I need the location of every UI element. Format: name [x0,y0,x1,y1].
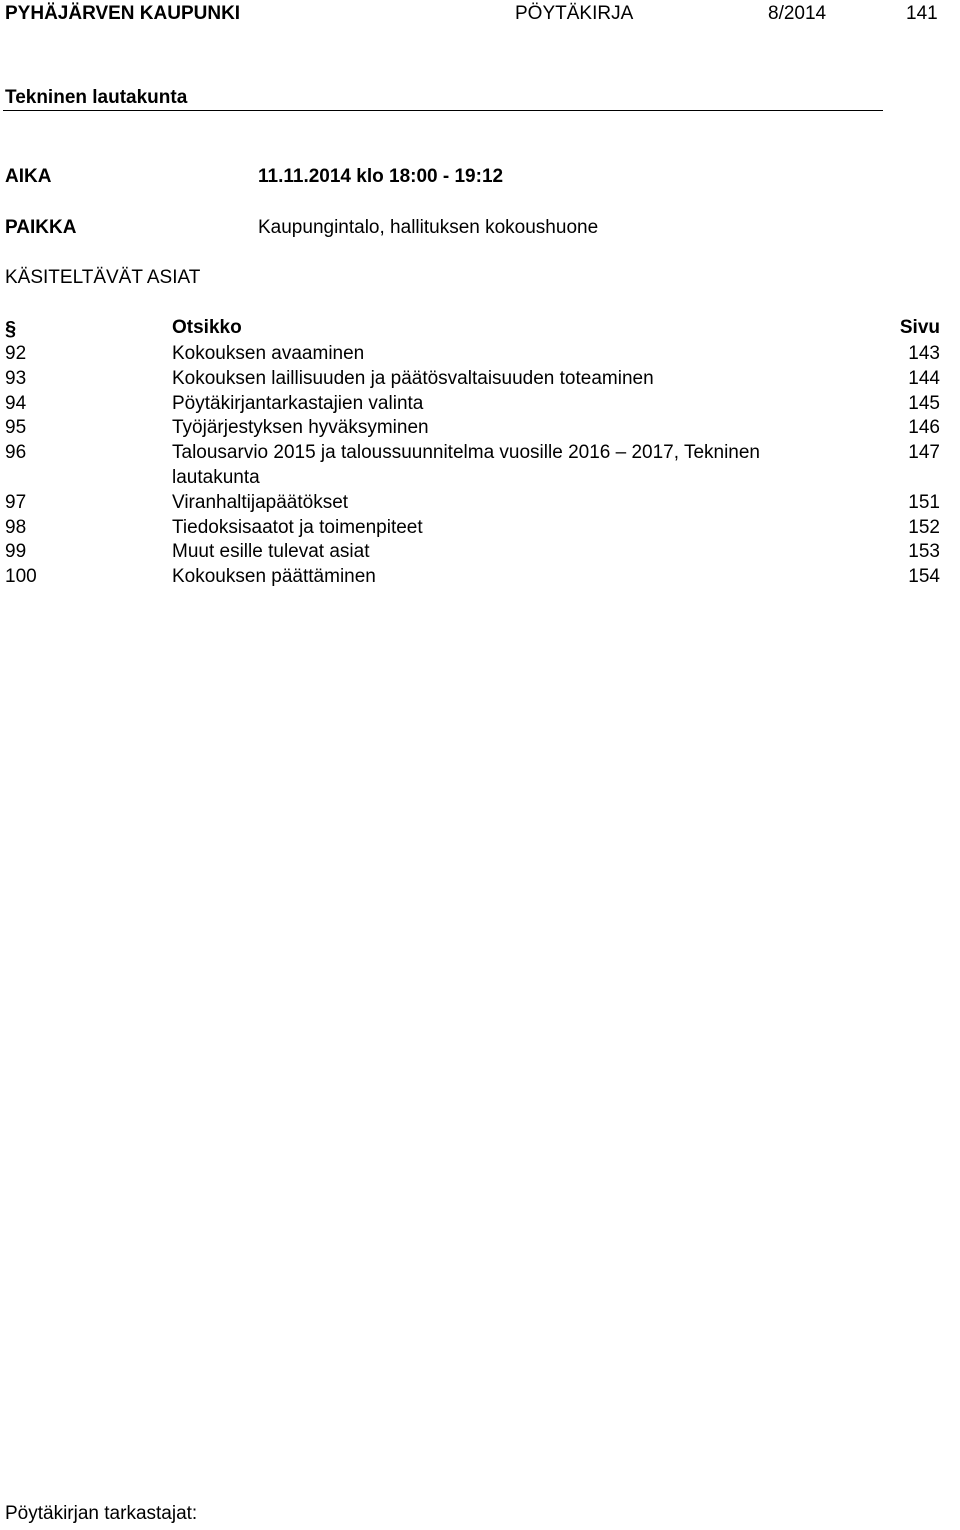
agenda-item-page: 154 [908,566,940,588]
agenda-item-number: 95 [5,417,27,439]
agenda-item-number: 100 [5,566,37,588]
agenda-item-page: 147 [908,442,940,464]
agenda-row [0,441,960,491]
agenda-item-title: Tiedoksisaatot ja toimenpiteet [172,516,423,538]
time-label: AIKA [5,166,52,187]
agenda-table [0,342,960,590]
title-column-header: Otsikko [172,317,242,338]
agenda-item-title: Kokouksen laillisuuden ja päätösvaltaisuuden toteaminen [172,367,654,389]
agenda-item-number: 98 [5,516,27,538]
reviewers-label: Pöytäkirjan tarkastajat: [5,1503,198,1524]
agenda-item-number: 99 [5,541,27,563]
agenda-item-title: Muut esille tulevat asiat [172,541,370,563]
place-label: PAIKKA [5,217,77,238]
agenda-item-title: Kokouksen päättäminen [172,566,376,588]
agenda-item-title: Viranhaltijapäätökset [172,491,349,513]
agenda-section-title: KÄSITELTÄVÄT ASIAT [5,267,201,288]
agenda-item-number: 97 [5,491,27,513]
agenda-item-title: Kokouksen avaaminen [172,343,365,364]
agenda-row [0,491,960,516]
agenda-item-number: 96 [5,442,27,464]
place-value: Kaupungintalo, hallituksen kokoushuone [258,217,599,238]
agenda-row [0,565,960,590]
agenda-row [0,416,960,441]
agenda-row [0,540,960,565]
agenda-item-title: Työjärjestyksen hyväksyminen [172,417,429,439]
document-number: 8/2014 [768,3,827,24]
agenda-item-number: 94 [5,392,27,414]
agenda-row [0,392,960,417]
section-sign-icon: § [5,318,17,340]
agenda-item-page: 143 [908,343,940,364]
agenda-item-number: 92 [5,343,27,364]
organization-name: PYHÄJÄRVEN KAUPUNKI [5,3,241,24]
agenda-row [0,342,960,367]
agenda-row [0,516,960,541]
agenda-item-page: 144 [908,367,940,389]
document-type: PÖYTÄKIRJA [515,3,634,24]
agenda-row [0,367,960,392]
page-column-header: Sivu [899,317,940,338]
agenda-item-page: 152 [908,516,940,538]
agenda-item-page: 145 [908,392,940,414]
header-divider [3,110,883,111]
agenda-item-title: Pöytäkirjantarkastajien valinta [172,392,424,414]
committee-name: Tekninen lautakunta [5,87,188,108]
agenda-item-page: 146 [908,417,940,439]
agenda-item-page: 153 [908,541,940,563]
agenda-item-title: Talousarvio 2015 ja taloussuunnitelma vuosille 2016 – 2017, Tekninen lautakunta [172,442,760,488]
time-value: 11.11.2014 klo 18:00 - 19:12 [258,166,504,187]
page-number: 141 [906,3,938,24]
agenda-item-page: 151 [908,491,940,513]
agenda-item-number: 93 [5,367,27,389]
